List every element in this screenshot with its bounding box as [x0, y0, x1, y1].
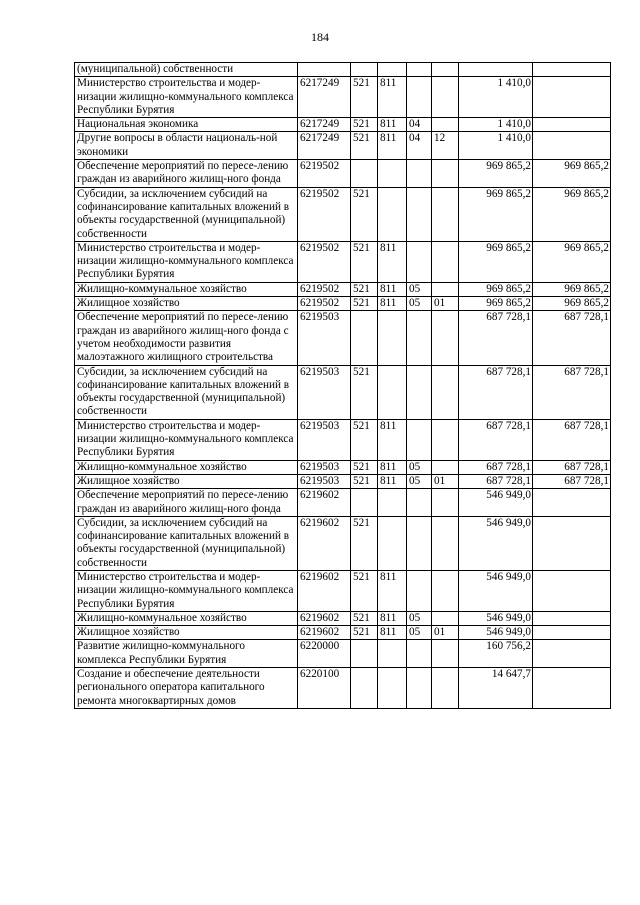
cell-amount-1: 969 865,2 — [459, 282, 533, 296]
cell-amount-2 — [533, 668, 611, 709]
cell-admin-code: 811 — [378, 241, 407, 282]
cell-amount-1: 14 647,7 — [459, 668, 533, 709]
cell-expense-type: 521 — [351, 118, 378, 132]
cell-expense-type: 521 — [351, 626, 378, 640]
table-row — [75, 297, 611, 311]
cell-name: Развитие жилищно-коммунального комплекса Республики Бурятия — [75, 640, 298, 668]
cell-section: 04 — [407, 132, 432, 160]
cell-name: Министерство строительства и модер-низации жилищно-коммунального комплекса Республики Бурятия — [75, 419, 298, 460]
cell-amount-2 — [533, 516, 611, 570]
cell-subsection — [432, 241, 459, 282]
cell-expense-type: 521 — [351, 297, 378, 311]
cell-admin-code — [378, 311, 407, 365]
cell-amount-2: 687 728,1 — [533, 365, 611, 419]
cell-name: Другие вопросы в области националь-ной экономики — [75, 132, 298, 160]
cell-target-article: 6217249 — [298, 132, 351, 160]
cell-section — [407, 570, 432, 611]
cell-expense-type: 521 — [351, 516, 378, 570]
cell-name: Жилищно-коммунальное хозяйство — [75, 611, 298, 625]
cell-target-article: 6219503 — [298, 474, 351, 488]
cell-section: 05 — [407, 474, 432, 488]
cell-subsection — [432, 640, 459, 668]
cell-name: Министерство строительства и модер-низации жилищно-коммунального комплекса Республики Бурятия — [75, 241, 298, 282]
cell-admin-code: 811 — [378, 419, 407, 460]
cell-amount-1: 1 410,0 — [459, 132, 533, 160]
cell-section — [407, 160, 432, 188]
cell-amount-2: 969 865,2 — [533, 187, 611, 241]
cell-section — [407, 365, 432, 419]
cell-amount-1: 1 410,0 — [459, 77, 533, 118]
cell-target-article: 6219502 — [298, 282, 351, 296]
cell-section: 05 — [407, 282, 432, 296]
cell-admin-code: 811 — [378, 77, 407, 118]
cell-target-article: 6219602 — [298, 626, 351, 640]
cell-section: 04 — [407, 118, 432, 132]
cell-expense-type — [351, 668, 378, 709]
table-row — [75, 187, 611, 241]
cell-amount-2: 969 865,2 — [533, 282, 611, 296]
cell-amount-2: 687 728,1 — [533, 474, 611, 488]
cell-admin-code: 811 — [378, 474, 407, 488]
cell-expense-type: 521 — [351, 460, 378, 474]
cell-target-article: 6217249 — [298, 118, 351, 132]
cell-expense-type: 521 — [351, 77, 378, 118]
cell-expense-type: 521 — [351, 241, 378, 282]
cell-expense-type: 521 — [351, 187, 378, 241]
table-row — [75, 570, 611, 611]
cell-name: Субсидии, за исключением субсидий на софинансирование капитальных вложений в объекты государственной (муниципальной) собственности — [75, 187, 298, 241]
table-row — [75, 419, 611, 460]
cell-amount-2 — [533, 63, 611, 77]
cell-section — [407, 489, 432, 517]
cell-expense-type — [351, 311, 378, 365]
cell-section — [407, 241, 432, 282]
cell-expense-type — [351, 160, 378, 188]
cell-target-article: 6220000 — [298, 640, 351, 668]
cell-amount-1: 687 728,1 — [459, 474, 533, 488]
cell-section — [407, 419, 432, 460]
cell-admin-code — [378, 187, 407, 241]
cell-section — [407, 668, 432, 709]
cell-admin-code — [378, 640, 407, 668]
table-row — [75, 460, 611, 474]
cell-expense-type — [351, 63, 378, 77]
cell-amount-1: 546 949,0 — [459, 570, 533, 611]
cell-section: 05 — [407, 460, 432, 474]
budget-table — [74, 62, 611, 709]
cell-target-article: 6219502 — [298, 241, 351, 282]
cell-amount-1: 687 728,1 — [459, 419, 533, 460]
cell-target-article: 6219602 — [298, 489, 351, 517]
cell-name: Жилищное хозяйство — [75, 297, 298, 311]
cell-admin-code — [378, 668, 407, 709]
cell-subsection — [432, 311, 459, 365]
cell-amount-1: 969 865,2 — [459, 297, 533, 311]
cell-target-article — [298, 63, 351, 77]
cell-amount-2 — [533, 118, 611, 132]
table-row — [75, 241, 611, 282]
cell-admin-code: 811 — [378, 118, 407, 132]
cell-admin-code: 811 — [378, 282, 407, 296]
cell-target-article: 6220100 — [298, 668, 351, 709]
table-row — [75, 63, 611, 77]
cell-amount-1: 546 949,0 — [459, 516, 533, 570]
cell-subsection — [432, 118, 459, 132]
cell-target-article: 6219602 — [298, 570, 351, 611]
cell-target-article: 6219503 — [298, 419, 351, 460]
table-row — [75, 311, 611, 365]
cell-subsection: 01 — [432, 297, 459, 311]
cell-amount-1: 969 865,2 — [459, 187, 533, 241]
cell-expense-type: 521 — [351, 570, 378, 611]
cell-section — [407, 187, 432, 241]
table-row — [75, 668, 611, 709]
cell-target-article: 6219503 — [298, 365, 351, 419]
cell-subsection — [432, 668, 459, 709]
cell-amount-2 — [533, 570, 611, 611]
table-row — [75, 132, 611, 160]
cell-subsection — [432, 611, 459, 625]
cell-amount-1: 687 728,1 — [459, 365, 533, 419]
cell-amount-2: 687 728,1 — [533, 311, 611, 365]
table-row — [75, 474, 611, 488]
cell-amount-1: 546 949,0 — [459, 489, 533, 517]
cell-admin-code — [378, 365, 407, 419]
cell-target-article: 6217249 — [298, 77, 351, 118]
cell-expense-type: 521 — [351, 419, 378, 460]
cell-amount-1: 160 756,2 — [459, 640, 533, 668]
page-number: 184 — [311, 30, 329, 44]
cell-section: 05 — [407, 611, 432, 625]
cell-amount-2 — [533, 77, 611, 118]
cell-amount-2 — [533, 489, 611, 517]
table-row — [75, 489, 611, 517]
table-row — [75, 611, 611, 625]
cell-subsection — [432, 570, 459, 611]
cell-name: (муниципальной) собственности — [75, 63, 298, 77]
cell-amount-2 — [533, 611, 611, 625]
cell-amount-2 — [533, 132, 611, 160]
cell-subsection — [432, 365, 459, 419]
table-row — [75, 365, 611, 419]
cell-section: 05 — [407, 297, 432, 311]
cell-subsection — [432, 282, 459, 296]
cell-name: Министерство строительства и модер-низации жилищно-коммунального комплекса Республики Бурятия — [75, 77, 298, 118]
cell-admin-code: 811 — [378, 460, 407, 474]
cell-name: Обеспечение мероприятий по пересе-лению граждан из аварийного жилищ-ного фонда — [75, 160, 298, 188]
cell-expense-type: 521 — [351, 132, 378, 160]
cell-expense-type — [351, 640, 378, 668]
cell-target-article: 6219503 — [298, 311, 351, 365]
cell-name: Национальная экономика — [75, 118, 298, 132]
table-row — [75, 77, 611, 118]
table-row — [75, 626, 611, 640]
cell-amount-1: 969 865,2 — [459, 160, 533, 188]
cell-amount-2 — [533, 626, 611, 640]
cell-name: Жилищное хозяйство — [75, 474, 298, 488]
cell-name: Обеспечение мероприятий по пересе-лению граждан из аварийного жилищ-ного фонда с учетом необходимости развития малоэтажного жилищного строительства — [75, 311, 298, 365]
cell-amount-1: 687 728,1 — [459, 311, 533, 365]
table-row — [75, 160, 611, 188]
cell-section — [407, 311, 432, 365]
table-body — [75, 63, 611, 709]
cell-name: Субсидии, за исключением субсидий на софинансирование капитальных вложений в объекты государственной (муниципальной) собственности — [75, 516, 298, 570]
cell-name: Создание и обеспечение деятельности регионального оператора капитального ремонта многоквартирных домов — [75, 668, 298, 709]
cell-amount-1: 687 728,1 — [459, 460, 533, 474]
cell-amount-1 — [459, 63, 533, 77]
cell-amount-1: 546 949,0 — [459, 611, 533, 625]
cell-admin-code: 811 — [378, 626, 407, 640]
cell-section — [407, 77, 432, 118]
cell-subsection — [432, 77, 459, 118]
cell-section — [407, 63, 432, 77]
cell-name: Жилищно-коммунальное хозяйство — [75, 282, 298, 296]
cell-amount-2: 969 865,2 — [533, 297, 611, 311]
cell-admin-code — [378, 489, 407, 517]
cell-admin-code: 811 — [378, 297, 407, 311]
cell-expense-type: 521 — [351, 474, 378, 488]
cell-admin-code: 811 — [378, 611, 407, 625]
cell-subsection — [432, 516, 459, 570]
cell-amount-2: 969 865,2 — [533, 241, 611, 282]
cell-amount-2: 687 728,1 — [533, 460, 611, 474]
cell-subsection — [432, 160, 459, 188]
table-row — [75, 516, 611, 570]
cell-admin-code: 811 — [378, 570, 407, 611]
cell-target-article: 6219502 — [298, 160, 351, 188]
cell-expense-type: 521 — [351, 611, 378, 625]
cell-name: Обеспечение мероприятий по пересе-лению граждан из аварийного жилищ-ного фонда — [75, 489, 298, 517]
cell-admin-code: 811 — [378, 132, 407, 160]
cell-target-article: 6219503 — [298, 460, 351, 474]
cell-expense-type — [351, 489, 378, 517]
cell-expense-type: 521 — [351, 282, 378, 296]
cell-expense-type: 521 — [351, 365, 378, 419]
table-row — [75, 118, 611, 132]
cell-name: Министерство строительства и модер-низации жилищно-коммунального комплекса Республики Бурятия — [75, 570, 298, 611]
cell-amount-1: 969 865,2 — [459, 241, 533, 282]
cell-target-article: 6219502 — [298, 297, 351, 311]
cell-subsection — [432, 460, 459, 474]
cell-subsection — [432, 489, 459, 517]
cell-admin-code — [378, 516, 407, 570]
cell-subsection: 01 — [432, 474, 459, 488]
table-row — [75, 282, 611, 296]
cell-amount-2 — [533, 640, 611, 668]
cell-section — [407, 640, 432, 668]
table-row — [75, 640, 611, 668]
cell-amount-1: 1 410,0 — [459, 118, 533, 132]
cell-target-article: 6219602 — [298, 611, 351, 625]
cell-section: 05 — [407, 626, 432, 640]
cell-subsection — [432, 419, 459, 460]
cell-target-article: 6219602 — [298, 516, 351, 570]
cell-name: Жилищно-коммунальное хозяйство — [75, 460, 298, 474]
cell-amount-2: 969 865,2 — [533, 160, 611, 188]
cell-target-article: 6219502 — [298, 187, 351, 241]
cell-admin-code — [378, 63, 407, 77]
cell-subsection: 12 — [432, 132, 459, 160]
cell-admin-code — [378, 160, 407, 188]
cell-name: Жилищное хозяйство — [75, 626, 298, 640]
cell-name: Субсидии, за исключением субсидий на софинансирование капитальных вложений в объекты государственной (муниципальной) собственности — [75, 365, 298, 419]
cell-subsection — [432, 63, 459, 77]
cell-subsection — [432, 187, 459, 241]
cell-section — [407, 516, 432, 570]
cell-subsection: 01 — [432, 626, 459, 640]
cell-amount-2: 687 728,1 — [533, 419, 611, 460]
cell-amount-1: 546 949,0 — [459, 626, 533, 640]
